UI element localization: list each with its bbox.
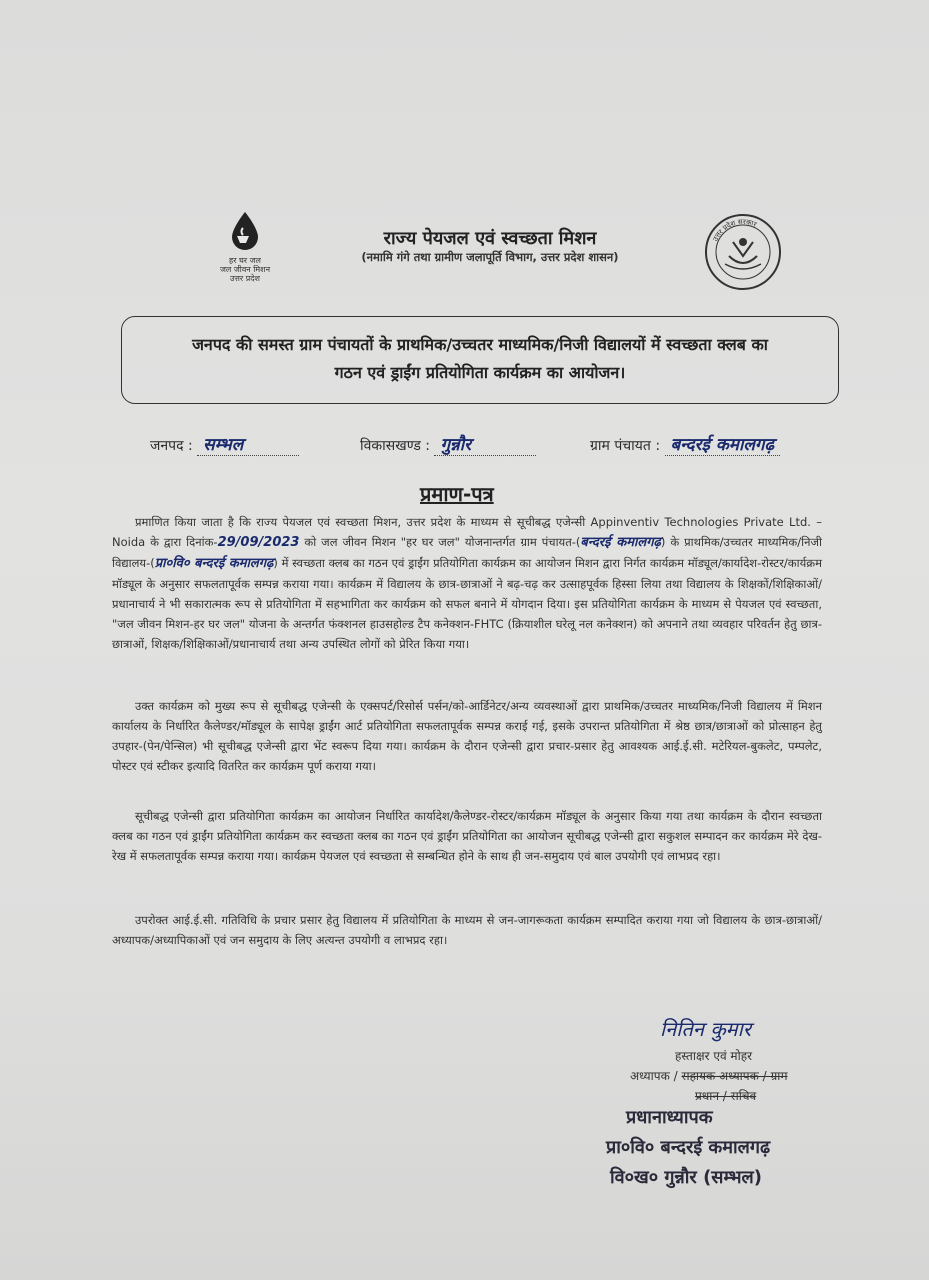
stamp-line-3: वि०ख० गुन्नौर (सम्भल) bbox=[610, 1167, 762, 1188]
block-value: गुन्नौर bbox=[434, 432, 536, 456]
logo-line-1: हर घर जल bbox=[229, 256, 261, 265]
logo-line-3: उत्तर प्रदेश bbox=[230, 274, 260, 283]
location-fields bbox=[150, 432, 850, 466]
block-label: विकासखण्ड : bbox=[360, 438, 431, 454]
up-government-seal-icon bbox=[703, 212, 783, 292]
designation-struck-2: प्रधान / सचिव bbox=[695, 1089, 757, 1103]
panchayat-value: बन्दरई कमालगढ़ bbox=[665, 432, 781, 456]
paragraph-2 bbox=[112, 696, 822, 776]
p1-text-c: ) के प्राथमिक/उच्चतर माध्यमिक/निजी विद्यालय-( bbox=[112, 535, 822, 570]
handwritten-signature: नितिन कुमार bbox=[660, 1017, 751, 1041]
p1-school-name: प्रा०वि० बन्दरई कमालगढ़ bbox=[154, 556, 274, 571]
paragraph-3 bbox=[112, 806, 822, 866]
p2-text: उक्त कार्यक्रम को मुख्य रूप से सूचीबद्ध एजेन्सी के एक्सपर्ट/रिसोर्स पर्सन/को-आर्डिनेटर/अन्य व्यवस्थाओं द्वारा प्राथमिक/उच्चतर माध्यमिक/निजी विद्यालय में मिशन कार्यालय के निर्धारित कैलेण्डर/मॉड्यूल के सापेक्ष ड्राईंग आर्ट प्रतियोगिता सफलतापूर्वक सम्पन्न कराई गई, इसके उपरान्त प्रतियोगिता में श्रेष्ठ छात्र/छात्राओं को प्रोत्साहन हेतु उपहार-(पेन/पेन्सिल) भी सूचीबद्ध एजेन्सी द्वारा भेंट स्वरूप दिया गया। कार्यक्रम के दौरान एजेन्सी द्वारा प्रचार-प्रसार हेतु आवश्यक आई.ई.सी. मटेरियल-बुकलेट, पम्पलेट, पोस्टर एवं स्टीकर इत्यादि वितरित कर कार्यक्रम पूर्ण कराया गया। bbox=[112, 699, 822, 773]
paragraph-4 bbox=[112, 910, 822, 950]
designation-line bbox=[630, 1067, 788, 1084]
jal-jeevan-mission-logo bbox=[215, 210, 275, 290]
p3-text: सूचीबद्ध एजेन्सी द्वारा प्रतियोगिता कार्यक्रम का आयोजन निर्धारित कार्यादेश/कैलेण्डर-रोस्टर/कार्यक्रम मॉड्यूल के अनुसार किया गया तथा कार्यक्रम के दौरान स्वच्छता क्लब का गठन एवं ड्राईंग प्रतियोगिता कार्यक्रम कर स्वच्छता क्लब का गठन एवं ड्राईंग प्रतियोगिता का आयोजन सूचीबद्ध एजेन्सी द्वारा सकुशल सम्पादन कर कार्यक्रम मेरे देख-रेख में सफलतापूर्वक सम्पन्न कराया गया। कार्यक्रम पेयजल एवं स्वच्छता से सम्बन्धित होने के साथ ही जन-समुदाय एवं बाल उपयोगी एवं लाभप्रद रहा। bbox=[112, 809, 822, 863]
subject-box bbox=[121, 316, 839, 404]
district-value: सम्भल bbox=[197, 432, 299, 456]
p1-text-a: प्रमाणित किया जाता है कि राज्य पेयजल एवं स्वच्छता मिशन, उत्तर प्रदेश के माध्यम से सूचीबद्ध एजेन्सी Appinventiv Technologies Private Ltd. – Noida के द्वारा दिनांक- bbox=[112, 515, 822, 549]
designation-prefix: अध्यापक / bbox=[630, 1069, 682, 1083]
subject-line-2: गठन एवं ड्राईंग प्रतियोगिता कार्यक्रम का आयोजन। bbox=[334, 363, 626, 382]
mission-title: राज्य पेयजल एवं स्वच्छता मिशन bbox=[383, 228, 597, 249]
paragraph-1 bbox=[112, 512, 822, 654]
mission-subtitle: (नमामि गंगे तथा ग्रामीण जलापूर्ति विभाग, उत्तर प्रदेश शासन) bbox=[361, 250, 619, 264]
subject-line-1: जनपद की समस्त ग्राम पंचायतों के प्राथमिक/उच्चतर माध्यमिक/निजी विद्यालयों में स्वच्छता क्लब का bbox=[192, 335, 768, 354]
stamp-line-1: प्रधानाध्यापक bbox=[626, 1107, 713, 1128]
seal-text: उत्तर प्रदेश सरकार bbox=[711, 217, 758, 243]
stamp-line-2: प्रा०वि० बन्दरई कमालगढ़ bbox=[606, 1137, 771, 1158]
p1-date: 29/09/2023 bbox=[217, 535, 300, 550]
p1-gram-panchayat: बन्दरई कमालगढ़ bbox=[580, 535, 661, 550]
svg-text:उत्तर प्रदेश सरकार bbox=[711, 218, 757, 243]
block-field bbox=[360, 432, 536, 456]
panchayat-field bbox=[590, 432, 780, 456]
certificate-title: प्रमाण-पत्र bbox=[420, 482, 494, 506]
panchayat-label: ग्राम पंचायत : bbox=[590, 438, 661, 454]
p1-text-b: को जल जीवन मिशन "हर घर जल" योजनान्तर्गत ग्राम पंचायत-( bbox=[299, 535, 581, 549]
district-label: जनपद : bbox=[150, 438, 193, 454]
p1-text-d: ) में स्वच्छता क्लब का गठन एवं ड्राईंग प्रतियोगिता कार्यक्रम का आयोजन मिशन द्वारा निर्गत कार्यक्रम मॉड्यूल/कार्यादेश-रोस्टर/कार्यक्रम मॉड्यूल के अनुसार सफलतापूर्वक सम्पन्न कराया गया। कार्यक्रम में विद्यालय के छात्र-छात्राओं ने बढ़-चढ़ कर उत्साहपूर्वक हिस्सा लिया तथा विद्यालय के शिक्षकों/शिक्षिकाओं/प्रधानाचार्य ने भी सकारात्मक रूप से प्रतियोगिता में सहभागिता कर कार्यक्रम को सफल बनाने में योगदान दिया। इस प्रतियोगिता कार्यक्रम के माध्यम से पेयजल एवं स्वच्छता, "जल जीवन मिशन-हर घर जल" योजना के अन्तर्गत फंक्शनल हाउसहोल्ड टैप कनेक्शन-FHTC (क्रियाशील घरेलू नल कनेक्शन) को अपनाने तथा व्यवहार परिवर्तन हेतु छात्र-छात्राओं, शिक्षक/शिक्षिकाओं/प्रधानाचार्य तथा अन्य उपस्थित लोगों को प्रेरित किया गया। bbox=[112, 556, 822, 651]
district-field bbox=[150, 432, 299, 456]
p4-text: उपरोक्त आई.ई.सी. गतिविधि के प्रचार प्रसार हेतु विद्यालय में प्रतियोगिता के माध्यम से जन-जागरूकता कार्यक्रम सम्पादित कराया गया जो विद्यालय के छात्र-छात्राओं/अध्यापक/अध्यापिकाओं एवं जन समुदाय के लिए अत्यन्त उपयोगी व लाभप्रद रहा। bbox=[112, 913, 822, 947]
designation-line-2 bbox=[695, 1087, 756, 1104]
logo-line-2: जल जीवन मिशन bbox=[219, 265, 271, 274]
signature-label: हस्ताक्षर एवं मोहर bbox=[675, 1049, 753, 1063]
water-drop-icon bbox=[228, 210, 262, 252]
designation-struck: सहायक अध्यापक / ग्राम bbox=[681, 1069, 788, 1083]
